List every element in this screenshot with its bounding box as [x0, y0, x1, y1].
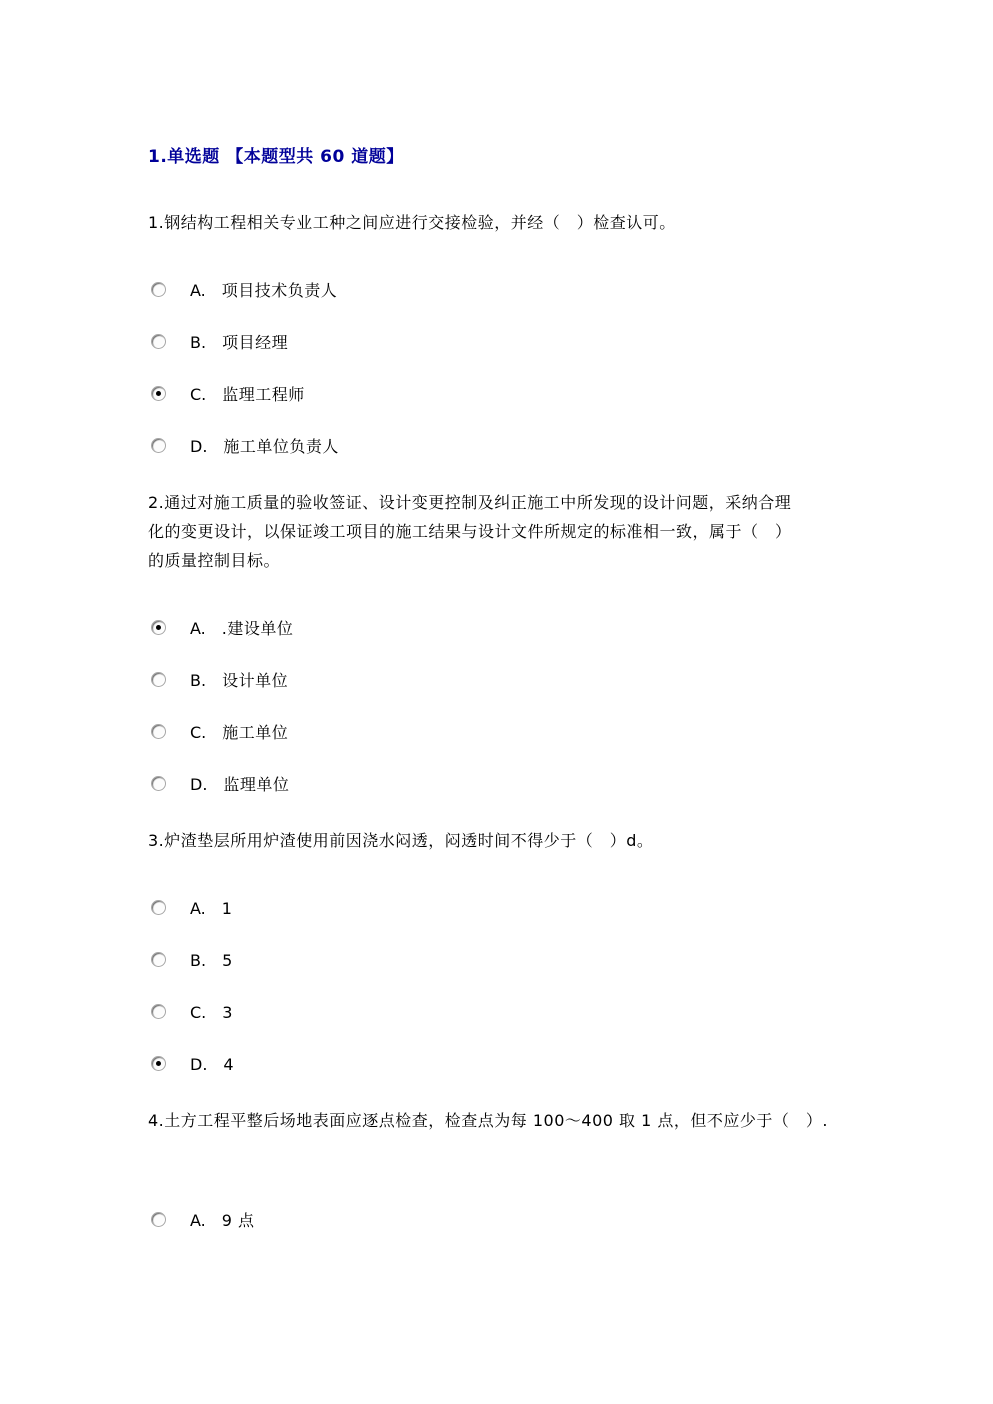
option-row	[151, 774, 953, 794]
question-4-text	[148, 1106, 888, 1135]
option-row	[151, 950, 953, 970]
option-text: 设计单位	[222, 671, 289, 690]
radio-q4-a[interactable]	[151, 1212, 166, 1227]
question-2-text	[148, 488, 888, 575]
question-line: 3.炉渣垫层所用炉渣使用前因浇水闷透，闷透时间不得少于（ ）d。	[148, 831, 654, 850]
option-text: 4	[223, 1055, 235, 1074]
option-row	[151, 332, 953, 352]
option-row	[151, 722, 953, 742]
option-letter: B.	[190, 333, 207, 352]
option-text: 监理单位	[223, 775, 290, 794]
option-letter: B.	[190, 671, 207, 690]
question-4-options	[148, 1210, 953, 1230]
option-text: 项目经理	[222, 333, 289, 352]
radio-q2-d[interactable]	[151, 776, 166, 791]
radio-q3-c[interactable]	[151, 1004, 166, 1019]
section-title: 1.单选题 【本题型共 60 道题】	[148, 147, 404, 167]
option-row	[151, 280, 953, 300]
question-2-options	[148, 618, 953, 794]
option-row	[151, 1210, 953, 1230]
option-letter: D.	[190, 437, 208, 456]
option-letter: B.	[190, 951, 207, 970]
option-letter: D.	[190, 775, 208, 794]
option-letter: A.	[190, 899, 206, 918]
question-3	[148, 826, 953, 1074]
question-3-options	[148, 898, 953, 1074]
question-3-text	[148, 826, 888, 855]
option-row	[151, 1002, 953, 1022]
radio-q1-a[interactable]	[151, 282, 166, 297]
radio-q1-c[interactable]	[151, 386, 166, 401]
radio-q3-b[interactable]	[151, 952, 166, 967]
option-text: 项目技术负责人	[221, 281, 338, 300]
option-letter: D.	[190, 1055, 208, 1074]
option-letter: C.	[190, 723, 207, 742]
option-text: .建设单位	[221, 619, 294, 638]
option-text: 5	[222, 951, 233, 970]
option-text: 1	[221, 899, 233, 918]
question-1-options	[148, 280, 953, 456]
option-letter: C.	[190, 1003, 207, 1022]
option-row	[151, 384, 953, 404]
option-row	[151, 898, 953, 918]
radio-q2-c[interactable]	[151, 724, 166, 739]
radio-q1-d[interactable]	[151, 438, 166, 453]
radio-q2-a[interactable]	[151, 620, 166, 635]
question-1-text	[148, 208, 888, 237]
question-line: 的质量控制目标。	[148, 551, 281, 570]
option-row	[151, 618, 953, 638]
radio-q3-d[interactable]	[151, 1056, 166, 1071]
option-text: 3	[222, 1003, 233, 1022]
radio-q1-b[interactable]	[151, 334, 166, 349]
option-text: 9 点	[221, 1211, 255, 1230]
option-letter: A.	[190, 1211, 206, 1230]
option-row	[151, 670, 953, 690]
question-2	[148, 488, 953, 794]
option-row	[151, 436, 953, 456]
question-1	[148, 208, 953, 456]
option-letter: A.	[190, 281, 206, 300]
option-letter: A.	[190, 619, 206, 638]
option-letter: C.	[190, 385, 207, 404]
question-line: 2.通过对施工质量的验收签证、设计变更控制及纠正施工中所发现的设计问题，采纳合理	[148, 493, 792, 512]
question-line: 1.钢结构工程相关专业工种之间应进行交接检验，并经（ ）检查认可。	[148, 213, 676, 232]
radio-q2-b[interactable]	[151, 672, 166, 687]
option-text: 施工单位	[222, 723, 289, 742]
option-text: 监理工程师	[222, 385, 305, 404]
option-row	[151, 1054, 953, 1074]
question-line: 4.土方工程平整后场地表面应逐点检查，检查点为每 100～400 取 1 点，但不应少于（ ）.	[148, 1111, 828, 1130]
radio-q3-a[interactable]	[151, 900, 166, 915]
option-text: 施工单位负责人	[223, 437, 339, 456]
question-4	[148, 1106, 953, 1230]
question-line: 化的变更设计，以保证竣工项目的施工结果与设计文件所规定的标准相一致，属于（ ）	[148, 522, 792, 541]
